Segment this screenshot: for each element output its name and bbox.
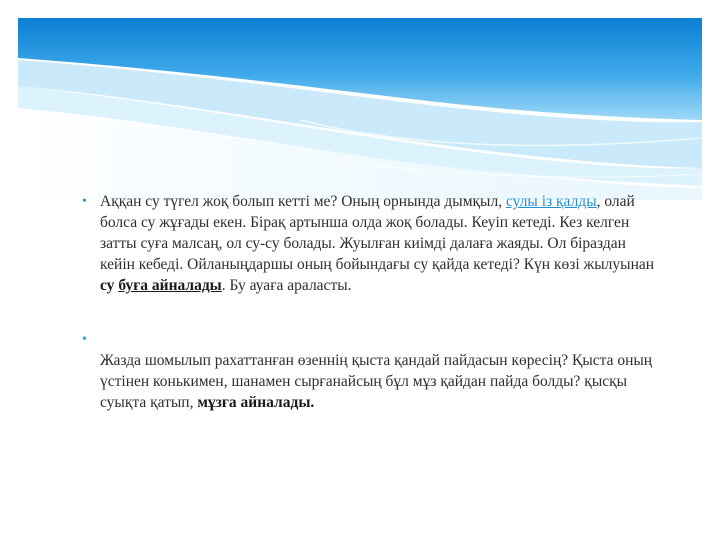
link-buga[interactable]: буға [118, 277, 152, 294]
slide-body [82, 191, 658, 413]
bullet-icon: • [82, 194, 87, 209]
paragraph1-text-b: , олай болса су жұғады екен. Бірақ артынша олда жоқ болады. Кеуіп кетеді. Кез келген затты суға малсаң, ол су-су болады. Жуылған киімді далаға жаяды. Ол біраздан кейін кебеді. Ойланыңдаршы оның бойындағы су қайда кетеді? Күн көзі жылуынан [100, 193, 655, 273]
bold-muzga-ainalady: мұзға айналады. [197, 394, 315, 411]
paragraph1-text-c: . Бу ауаға араласты. [221, 277, 352, 294]
paragraph2-text-a: Жазда шомылып рахаттанған өзеннің қыста қандай пайдасын көресің? Қыста оның үстінен конькимен, шанамен сырғанайсың бұл мұз қайдан пайда болды? қысқы суықта қатып, [100, 352, 653, 411]
bullet-paragraph-2 [82, 329, 658, 413]
bullet-icon: • [82, 332, 87, 347]
header-wave-banner [0, 0, 720, 200]
paragraph1-text-a: Аққан су түгел жоқ болып кетті ме? Оның орнында дымқыл, [100, 193, 506, 210]
bold-su: су [100, 277, 119, 294]
bold-ainalady: айналады [151, 277, 222, 294]
bullet-paragraph-1 [82, 191, 658, 296]
link-suly-iz-qaldy[interactable]: сулы із қалды [505, 193, 597, 210]
